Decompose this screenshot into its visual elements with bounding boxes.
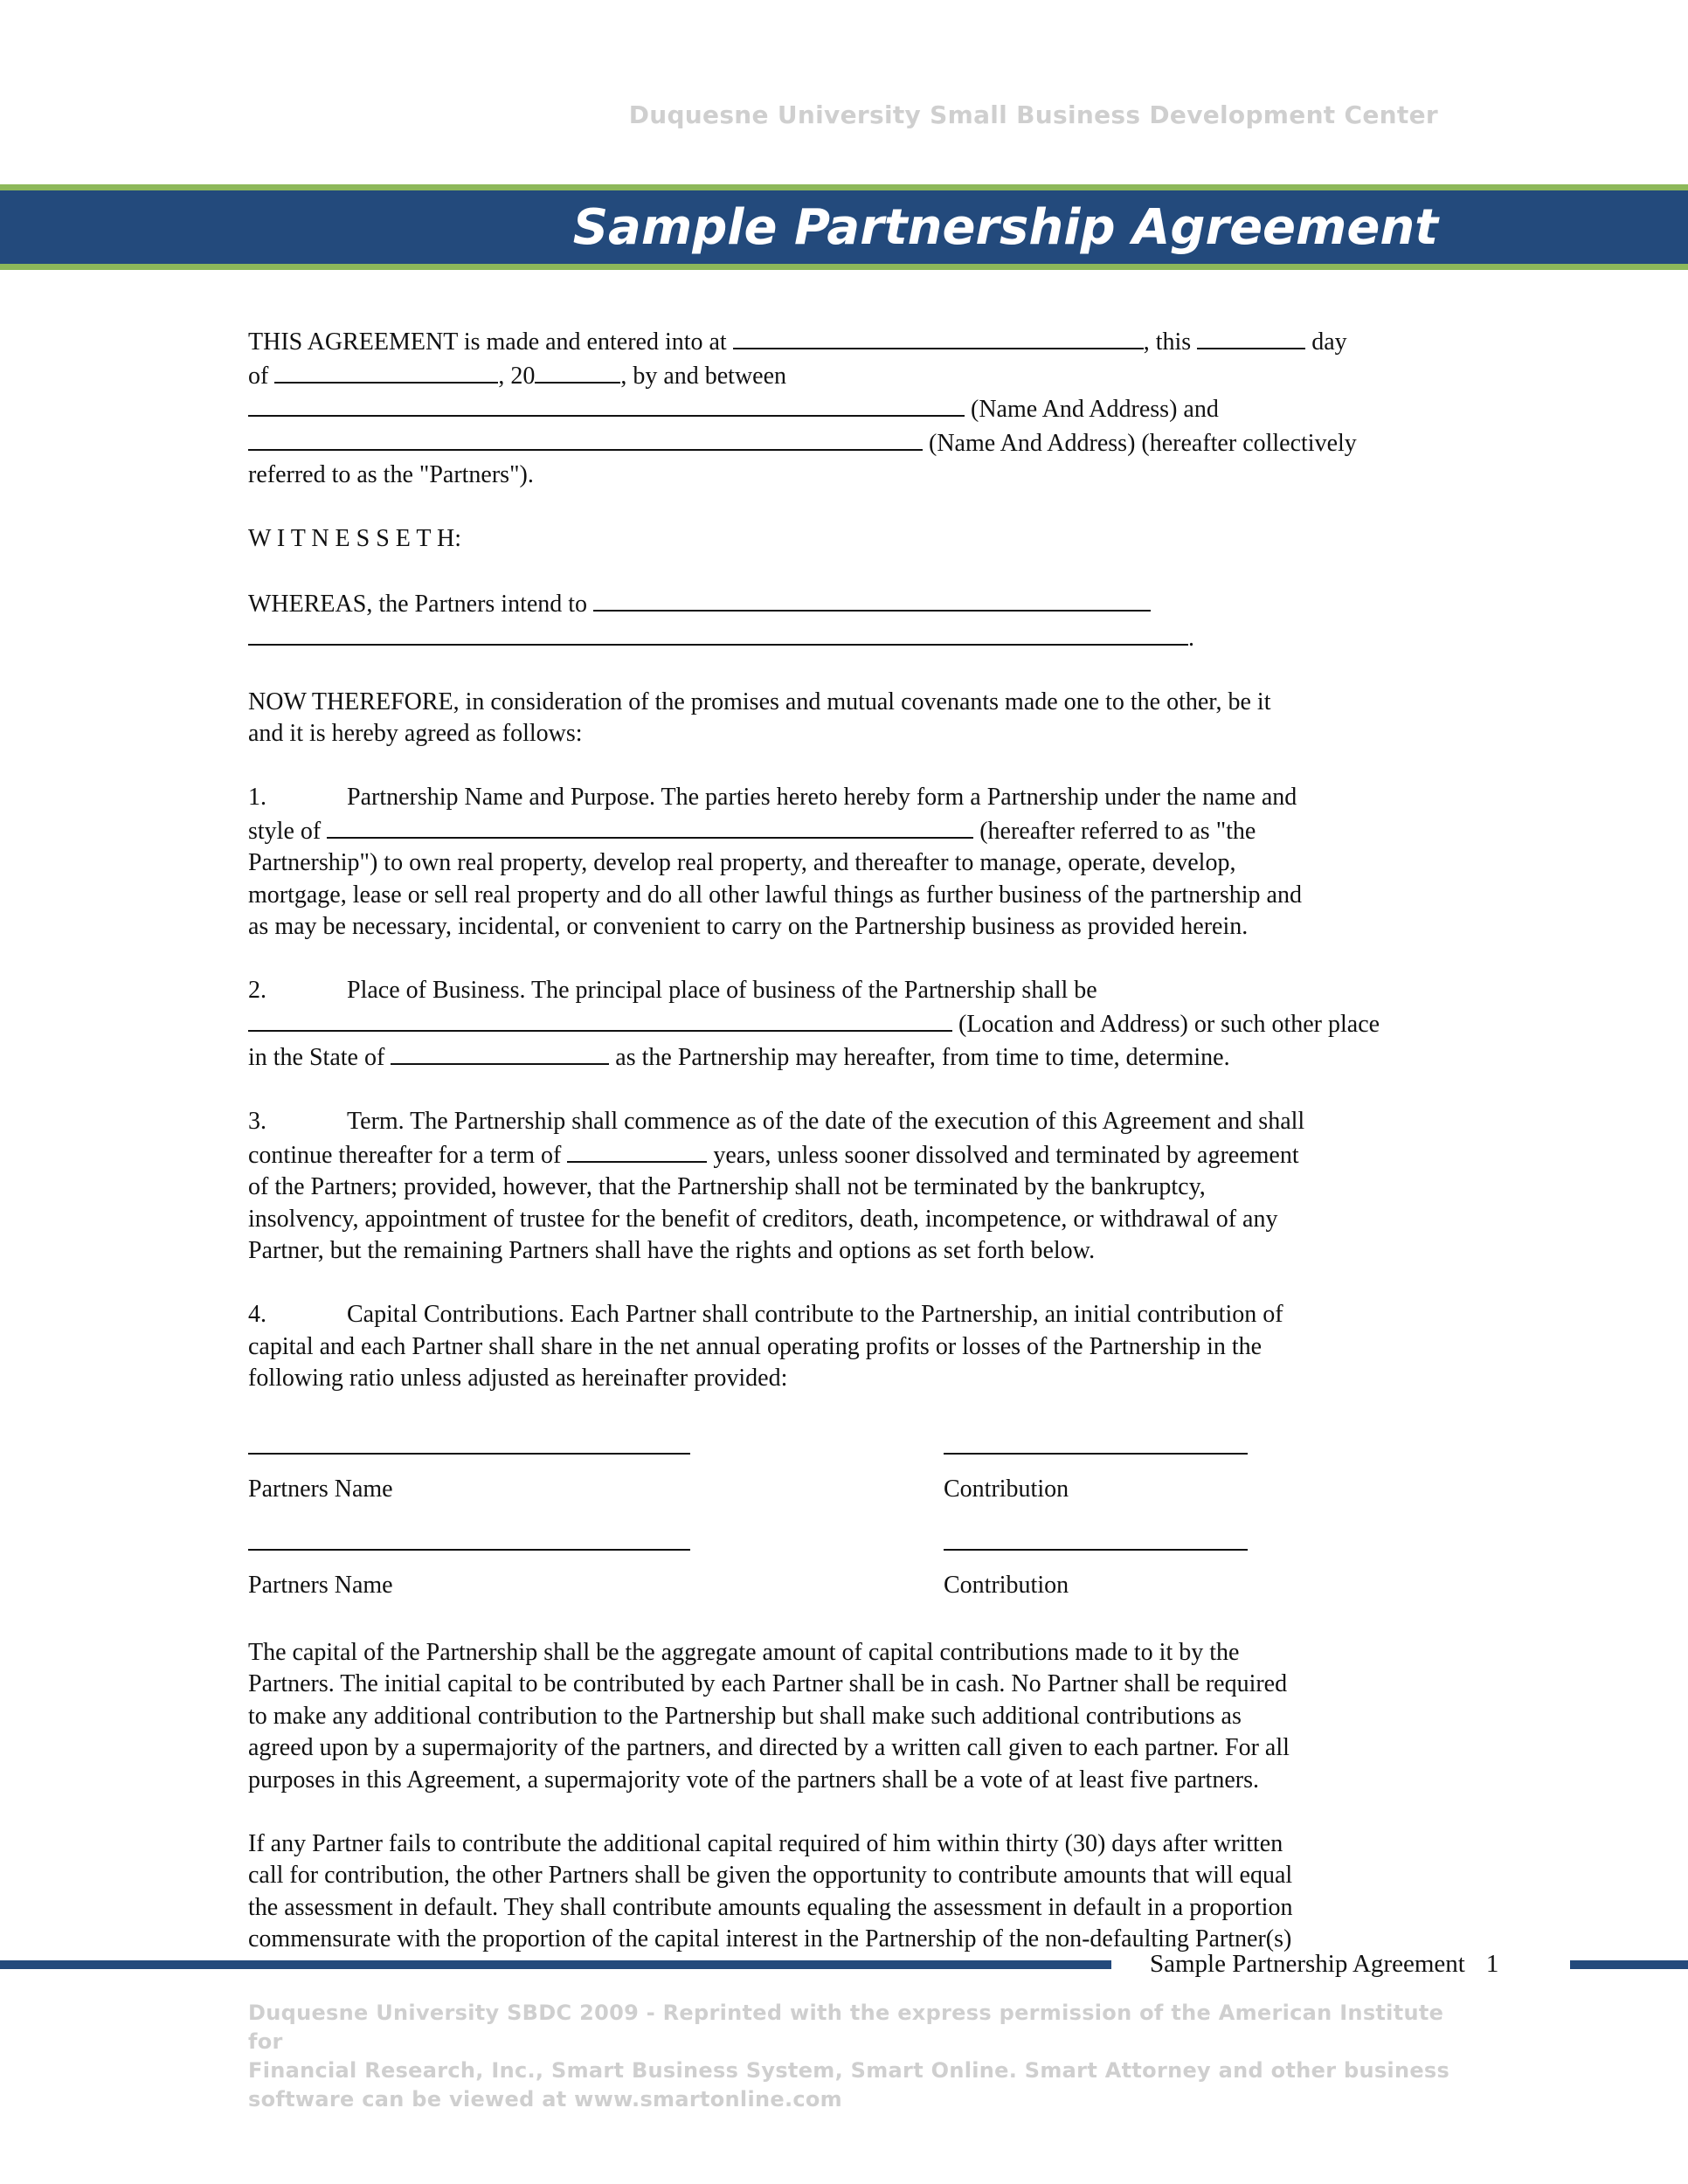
- default-line-3: the assessment in default. They shall contribute amounts equaling the assessment in default in a proportion: [248, 1893, 1293, 1921]
- term-years-blank[interactable]: [567, 1138, 707, 1163]
- section-3-line-5: Partner, but the remaining Partners shall have the rights and options as set forth below.: [248, 1237, 1096, 1264]
- contribution-line[interactable]: [944, 1453, 1248, 1455]
- month-blank[interactable]: [274, 359, 498, 384]
- section-4-line-3: following ratio unless adjusted as hereinafter provided:: [248, 1365, 788, 1392]
- section-1-line-1: 1. Partnership Name and Purpose. The parties hereto hereby form a Partnership under the name and: [248, 782, 1454, 814]
- intro-line-4: (Name And Address) (hereafter collectively: [248, 426, 1454, 460]
- day-blank[interactable]: [1197, 325, 1305, 349]
- footer-doc-name: Sample Partnership Agreement: [1150, 1950, 1465, 1978]
- section-3-line-1: 3. Term. The Partnership shall commence as of the date of the execution of this Agreement and shall: [248, 1106, 1454, 1138]
- footer-credit-line-2: Financial Research, Inc., Smart Business System, Smart Online. Smart Attorney and other business: [248, 2058, 1450, 2083]
- intent-blank-2[interactable]: [248, 621, 1188, 646]
- whereas-line-1: WHEREAS, the Partners intend to: [248, 587, 1454, 621]
- page-number: 1: [1485, 1950, 1499, 1978]
- section-1-line-3: Partnership") to own real property, develop real property, and thereafter to manage, operate, develop,: [248, 849, 1236, 876]
- section-3-line-4: insolvency, appointment of trustee for the benefit of creditors, death, incompetence, or withdrawal of any: [248, 1205, 1278, 1233]
- header-green-line-top: [0, 184, 1688, 190]
- partner-name-line[interactable]: [248, 1453, 690, 1455]
- section-2-number: 2.: [248, 977, 266, 1004]
- default-line-1: If any Partner fails to contribute the additional capital required of him within thirty (30) days after written: [248, 1829, 1283, 1857]
- default-line-2: call for contribution, the other Partners shall be given the opportunity to contribute amounts that will equal: [248, 1862, 1293, 1889]
- partner-name-label: Partners Name: [248, 1475, 393, 1503]
- state-blank[interactable]: [391, 1040, 609, 1065]
- partner-2-name-address-blank[interactable]: [248, 426, 923, 451]
- section-2-line-1: 2. Place of Business. The principal place of business of the Partnership shall be: [248, 975, 1454, 1007]
- footer-label: [1150, 1950, 1498, 1979]
- intro-line-1: THIS AGREEMENT is made and entered into at , this day: [248, 325, 1454, 359]
- signature-row-2: [248, 1549, 1454, 1637]
- footer-credit-line-1: Duquesne University SBDC 2009 - Reprinted with the express permission of the American Institute for: [248, 2001, 1444, 2054]
- place-blank[interactable]: [733, 325, 1144, 349]
- intro-line-3: (Name And Address) and: [248, 392, 1454, 426]
- contribution-label: Contribution: [944, 1571, 1069, 1599]
- section-3-number: 3.: [248, 1108, 266, 1135]
- capital-line-2: Partners. The initial capital to be contributed by each Partner shall be in cash. No Partner shall be required: [248, 1670, 1288, 1697]
- section-1-line-4: mortgage, lease or sell real property and do all other lawful things as further business of the partnership and: [248, 881, 1302, 909]
- witnesseth-heading: W I T N E S S E T H:: [248, 525, 462, 552]
- capital-line-4: agreed upon by a supermajority of the partners, and directed by a written call given to each partner. For all: [248, 1734, 1290, 1761]
- year-blank[interactable]: [535, 359, 620, 384]
- document-body: [248, 325, 1454, 1956]
- contribution-line[interactable]: [944, 1549, 1248, 1551]
- section-1-line-2: style of (hereafter referred to as "the: [248, 814, 1454, 848]
- capital-line-5: purposes in this Agreement, a supermajority vote of the partners shall be a vote of at least five partners.: [248, 1766, 1259, 1794]
- section-2-line-2: (Location and Address) or such other place: [248, 1007, 1454, 1041]
- contribution-label: Contribution: [944, 1475, 1069, 1503]
- partner-name-label: Partners Name: [248, 1571, 393, 1599]
- partner-1-name-address-blank[interactable]: [248, 392, 965, 417]
- page-title: Sample Partnership Agreement: [572, 199, 1438, 256]
- footer-credit-line-3: software can be viewed at www.smartonline.com: [248, 2087, 842, 2111]
- section-3-line-3: of the Partners; provided, however, that the Partnership shall not be terminated by the bankruptcy,: [248, 1173, 1206, 1200]
- capital-line-3: to make any additional contribution to the Partnership but shall make such additional contributions as: [248, 1702, 1242, 1730]
- section-1-line-5: as may be necessary, incidental, or convenient to carry on the Partnership business as provided herein.: [248, 913, 1249, 940]
- footer-bar-left: [0, 1960, 1111, 1969]
- default-line-4: commensurate with the proportion of the capital interest in the Partnership of the non-defaulting Partner(s): [248, 1925, 1292, 1952]
- section-4-line-2: capital and each Partner shall share in the net annual operating profits or losses of the Partnership in the: [248, 1332, 1263, 1360]
- footer-credit: [248, 1999, 1471, 2114]
- title-band: [0, 190, 1688, 264]
- section-2-line-3: in the State of as the Partnership may hereafter, from time to time, determine.: [248, 1040, 1454, 1075]
- partnership-name-blank[interactable]: [327, 814, 973, 839]
- header-green-line-bottom: [0, 264, 1688, 270]
- footer-bar-right: [1570, 1960, 1688, 1969]
- section-1-number: 1.: [248, 784, 266, 811]
- signature-row-1: [248, 1453, 1454, 1549]
- now-therefore-line-2: and it is hereby agreed as follows:: [248, 720, 583, 747]
- header-org: Duquesne University Small Business Development Center: [628, 100, 1438, 129]
- section-3-line-2: continue thereafter for a term of years, unless sooner dissolved and terminated by agreement: [248, 1138, 1454, 1172]
- now-therefore-line-1: NOW THEREFORE, in consideration of the promises and mutual covenants made one to the other, be it: [248, 688, 1271, 715]
- whereas-line-2: .: [248, 621, 1454, 655]
- location-address-blank[interactable]: [248, 1007, 952, 1032]
- partner-name-line[interactable]: [248, 1549, 690, 1551]
- intro-line-5: referred to as the "Partners").: [248, 461, 534, 488]
- intent-blank-1[interactable]: [593, 587, 1151, 612]
- section-4-line-1: 4. Capital Contributions. Each Partner shall contribute to the Partnership, an initial contribution of: [248, 1299, 1454, 1331]
- section-4-number: 4.: [248, 1301, 266, 1328]
- capital-line-1: The capital of the Partnership shall be the aggregate amount of capital contributions made to it by the: [248, 1638, 1240, 1666]
- intro-line-2: of , 20 , by and between: [248, 359, 1454, 393]
